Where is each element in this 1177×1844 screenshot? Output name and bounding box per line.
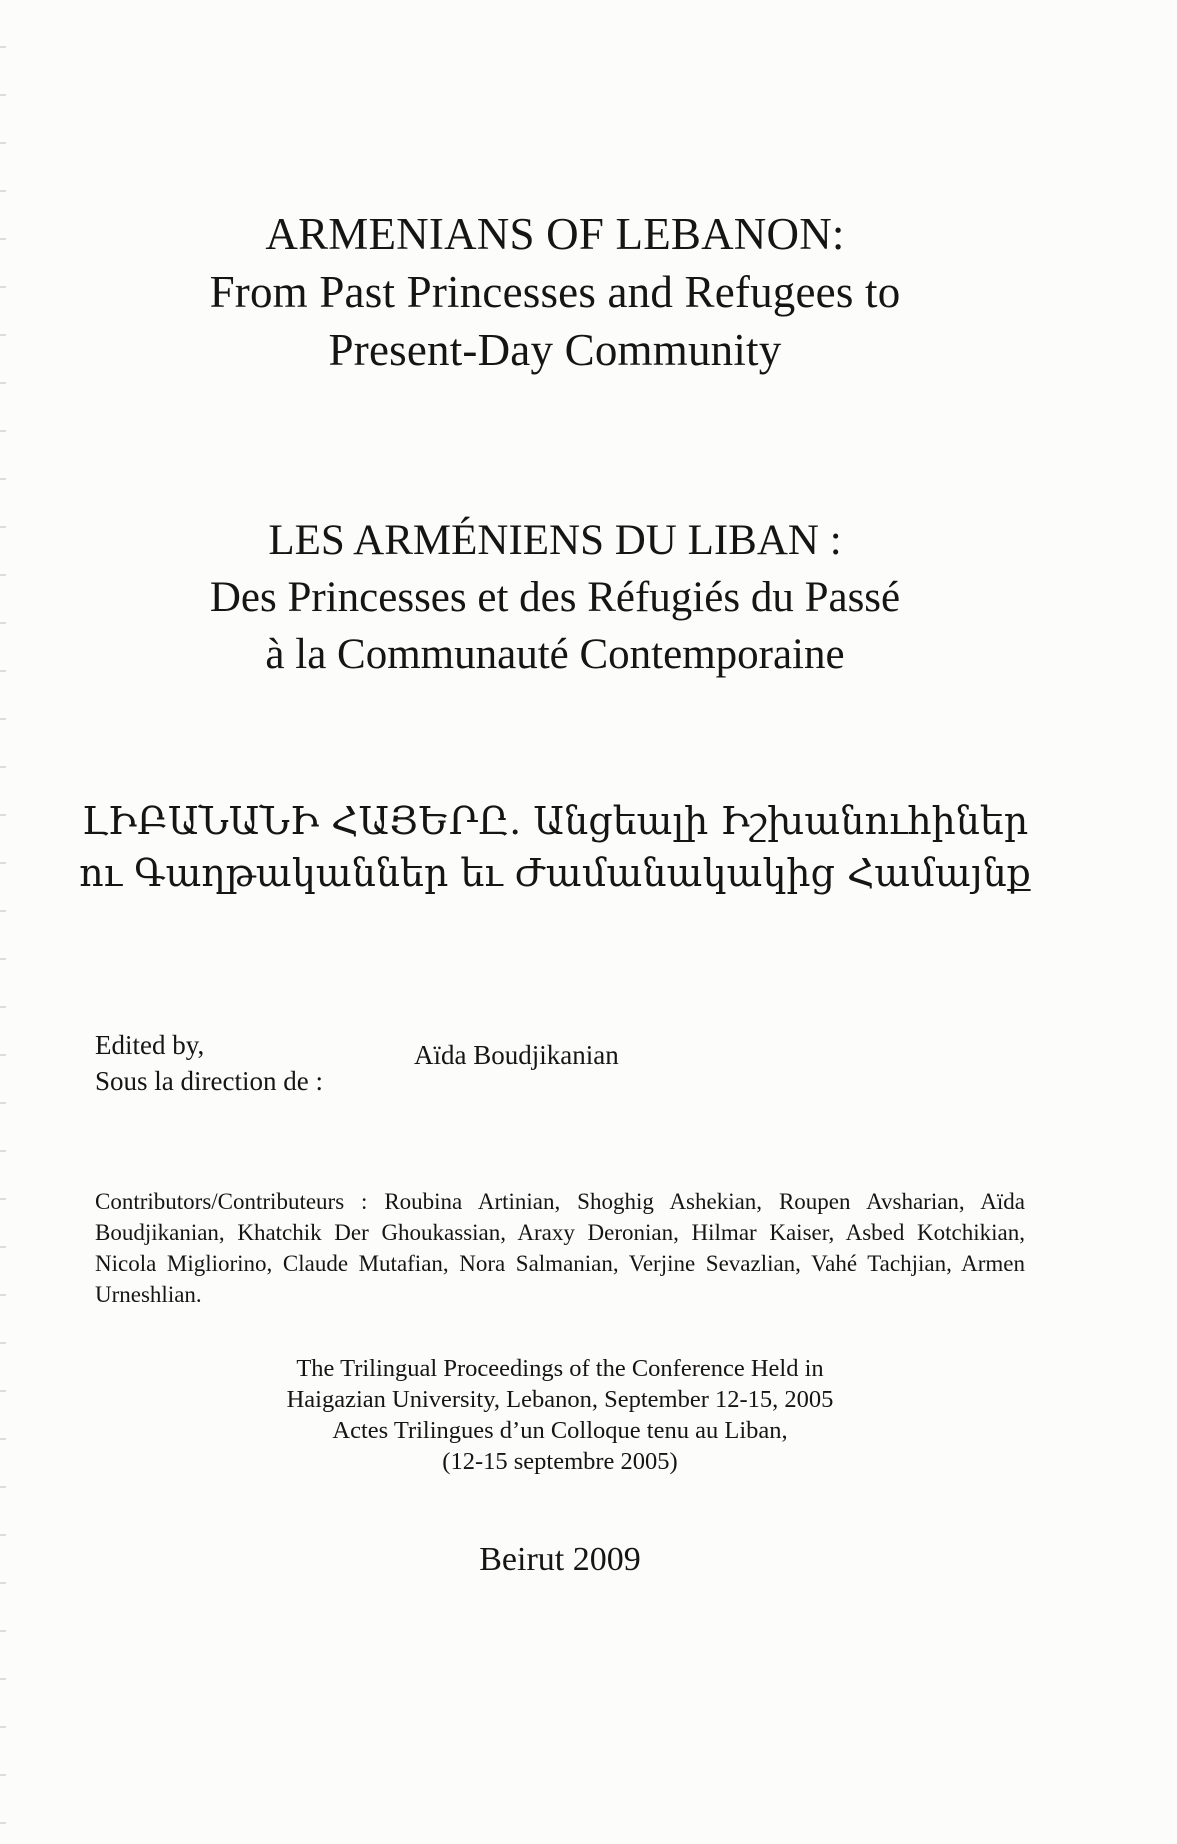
armenian-title	[0, 795, 1110, 899]
french-title-line-2: Des Princesses et des Réfugiés du Passé	[209, 574, 901, 621]
proceedings-line-2: Haigazian University, Lebanon, September 12-15, 2005	[286, 1386, 834, 1413]
french-title	[0, 512, 1110, 683]
editor-labels	[95, 1027, 323, 1099]
english-title-line-1: ARMENIANS OF LEBANON:	[265, 209, 845, 259]
edited-by-label: Edited by,	[95, 1030, 205, 1060]
proceedings-note	[0, 1353, 1120, 1477]
editor-name: Aïda Boudjikanian	[414, 1040, 619, 1070]
proceedings-line-3: Actes Trilingues d’un Colloque tenu au Liban,	[332, 1417, 788, 1444]
imprint-place-year: Beirut 2009	[479, 1541, 641, 1578]
french-title-line-1: LES ARMÉNIENS DU LIBAN :	[268, 517, 842, 564]
armenian-title-line-2: ու Գաղթականներ եւ Ժամանակակից Համայնք	[79, 851, 1031, 895]
sous-la-direction-label: Sous la direction de :	[95, 1066, 323, 1096]
french-title-line-3: à la Communauté Contemporaine	[265, 631, 845, 678]
english-title-line-2: From Past Princesses and Refugees to	[209, 267, 901, 317]
proceedings-line-4: (12-15 septembre 2005)	[442, 1448, 678, 1475]
contributors-list: Contributors/Contributeurs : Roubina Artinian, Shoghig Ashekian, Roupen Avsharian, Aïda Boudjikanian, Khatchik Der Ghoukassian, Araxy Deronian, Hilmar Kaiser, Asbed Kotchikian, Nicola Migliorino, Claude Mutafian, Nora Salmanian, Verjine Sevazlian, Vahé Tachjian, Armen Urneshlian.	[95, 1189, 1025, 1307]
english-title	[0, 205, 1110, 379]
proceedings-line-1: The Trilingual Proceedings of the Conference Held in	[296, 1355, 824, 1382]
english-title-line-3: Present-Day Community	[328, 325, 782, 375]
armenian-title-line-1: ԼԻԲԱՆԱՆԻ ՀԱՅԵՐԸ. Անցեալի Իշխանուհիներ	[81, 799, 1029, 843]
